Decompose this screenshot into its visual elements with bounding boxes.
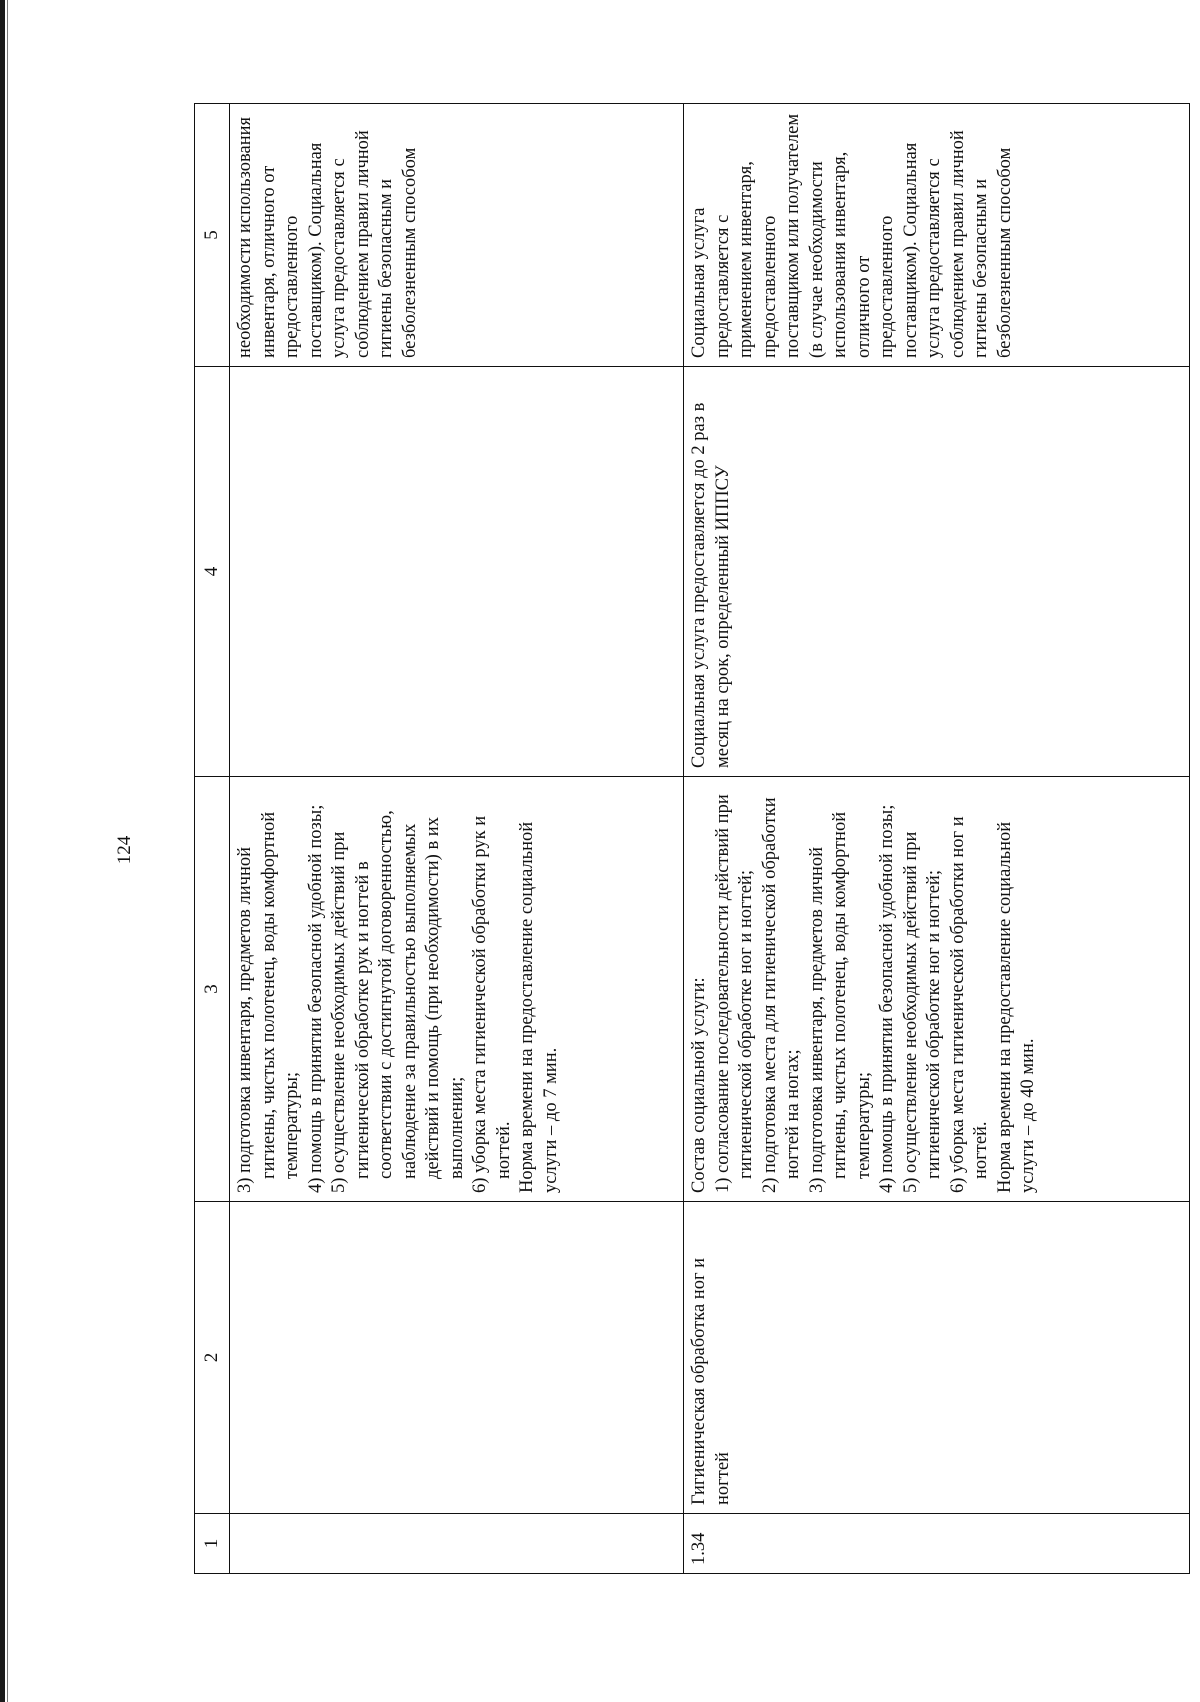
conditions-cell: необходимости использования инвентаря, отличного от предоставленного поставщиком). Социальная услуга предоставляется с соблюдением правил личной гигиены безопасным и безболезненным способом bbox=[230, 104, 684, 367]
time-norm: Норма времени на предоставление социальной услуги – до 7 мин. bbox=[517, 821, 561, 1193]
header-row bbox=[195, 104, 230, 1574]
row-number-cell bbox=[230, 1514, 684, 1574]
frequency-cell bbox=[230, 367, 684, 777]
scan-edge-line bbox=[7, 0, 8, 1702]
service-content-cell bbox=[230, 777, 684, 1202]
header-col-3: 3 bbox=[195, 777, 230, 1202]
service-name-cell bbox=[230, 1202, 684, 1514]
content-item: 3) подготовка инвентаря, предметов личной гигиены, чистых полотенец, воды комфортной температуры; bbox=[235, 811, 302, 1193]
content-item: 2) подготовка места для гигиенической обработки ногтей на ногах; bbox=[759, 797, 803, 1193]
content-item: 5) осуществление необходимых действий при гигиенической обработке рук и ногтей в соответствии с достигнутой договоренностью, наблюдение за правильностью выполняемых действий и помощь (при необходимости) в их выполнении; bbox=[329, 810, 467, 1193]
content-heading: Состав социальной услуги: bbox=[689, 977, 709, 1193]
row-number-cell: 1.34 bbox=[684, 1514, 1190, 1574]
time-norm: Норма времени на предоставление социальной услуги – до 40 мин. bbox=[994, 821, 1038, 1193]
header-col-2: 2 bbox=[195, 1202, 230, 1514]
content-item: 4) помощь в принятии безопасной удобной позы; bbox=[877, 804, 897, 1193]
content-item: 5) осуществление необходимых действий при гигиенической обработке ног и ногтей; bbox=[900, 831, 944, 1193]
service-name-cell: Гигиеническая обработка ног и ногтей bbox=[684, 1202, 1190, 1514]
content-item: 6) уборка места гигиенической обработки рук и ногтей. bbox=[470, 815, 514, 1193]
content-item: 6) уборка места гигиенической обработки ног и ногтей. bbox=[947, 816, 991, 1193]
frequency-cell: Социальная услуга предоставляется до 2 раз в месяц на срок, определенный ИППСУ bbox=[684, 367, 1190, 777]
page-number: 124 bbox=[114, 835, 135, 865]
table-row bbox=[684, 104, 1190, 1574]
content-item: 3) подготовка инвентаря, предметов личной гигиены, чистых полотенец, воды комфортной температуры; bbox=[806, 811, 874, 1193]
services-table bbox=[194, 103, 1190, 1574]
scan-edge bbox=[0, 0, 5, 1702]
rotated-table-container bbox=[194, 104, 1200, 1565]
table-row bbox=[230, 104, 684, 1574]
header-col-4: 4 bbox=[195, 367, 230, 777]
service-content-cell bbox=[684, 777, 1190, 1202]
header-col-1: 1 bbox=[195, 1514, 230, 1574]
header-col-5: 5 bbox=[195, 104, 230, 367]
conditions-cell: Социальная услуга предоставляется с применением инвентаря, предоставленного поставщиком или получателем (в случае необходимости использования инвентаря, отличного от предоставленного поставщиком). Социальная услуга предоставляется с соблюдением правил личной гигиены безопасным и безболезненным способом bbox=[684, 104, 1190, 367]
content-item: 4) помощь в принятии безопасной удобной позы; bbox=[305, 804, 326, 1193]
content-item: 1) согласование последовательности действий при гигиенической обработке ног и ногтей; bbox=[712, 794, 756, 1193]
